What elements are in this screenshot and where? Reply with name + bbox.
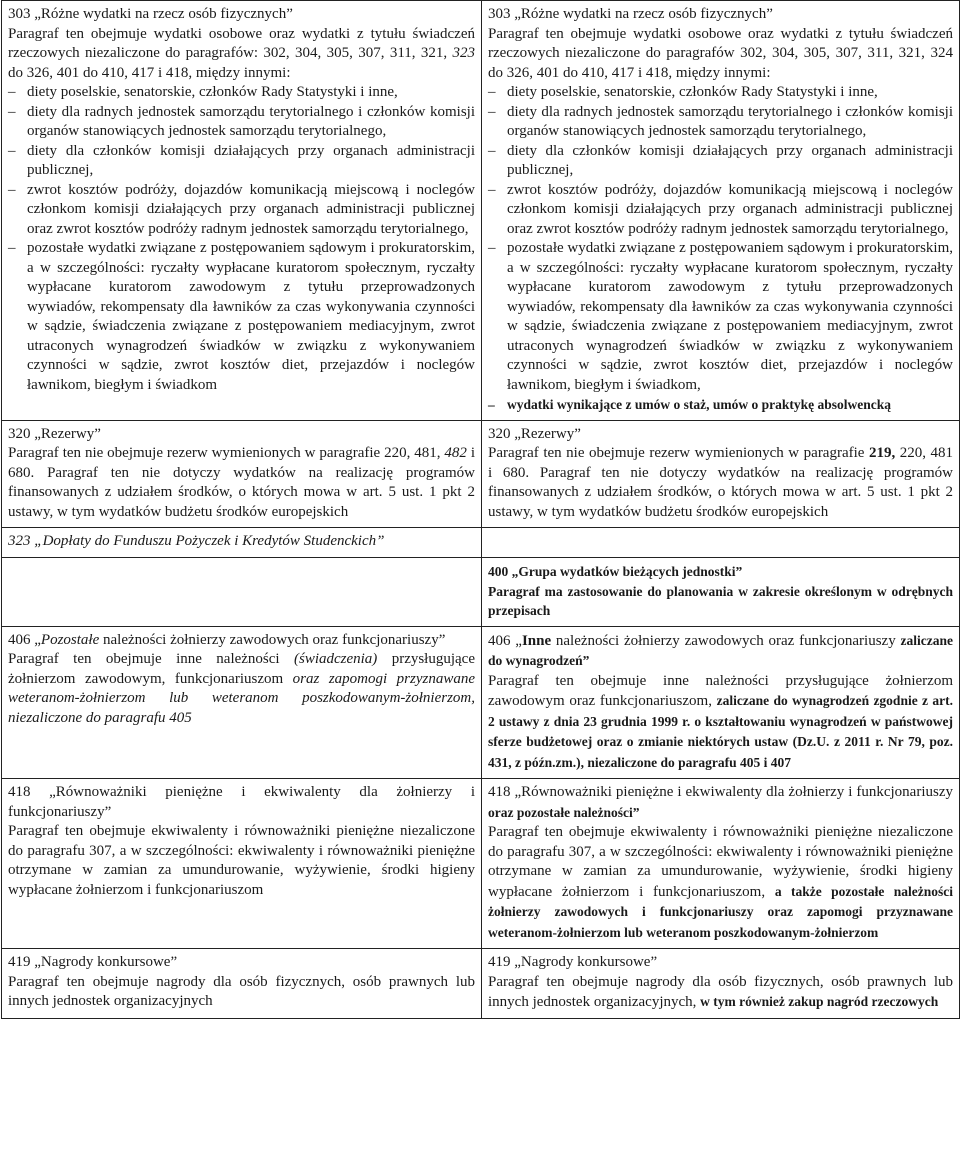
left-cell-empty — [2, 558, 482, 627]
left-cell-418 — [2, 779, 482, 949]
right-320-body: Paragraf ten nie obejmuje rezerw wymienionych w paragrafie 219, 220, 481 i 680. Paragraf ten nie dotyczy wydatków na realizację programów finansowanych z udziałem środków, o których mowa w art. 5 ust. 1 pkt 2 ustawy, w tym wydatków budżetu środków europejskich — [488, 445, 953, 520]
left-cell-303 — [2, 1, 482, 421]
left-303-intro: Paragraf ten obejmuje wydatki osobowe oraz wydatki z tytułu świadczeń rzeczowych niezaliczone do paragrafów: 302, 304, 305, 307, 311, 321, 323 do 326, 401 do 410, 417 i 418, między innymi: — [8, 25, 475, 81]
left-cell-323 — [2, 528, 482, 558]
right-cell-419 — [482, 949, 960, 1019]
left-cell-406 — [2, 626, 482, 779]
right-cell-320 — [482, 420, 960, 528]
row-320 — [2, 420, 960, 528]
left-418-body: Paragraf ten obejmuje ekwiwalenty i równoważniki pieniężne niezaliczone do paragrafu 307, a w szczególności: ekwiwalenty i równoważniki pieniężne otrzymane w zamian za umundurowanie, wyżywienie, środki higieny wypłacane żołnierzom i funkcjonariuszom — [8, 823, 475, 898]
right-cell-400 — [482, 558, 960, 627]
left-419-title: 419 „Nagrody konkursowe” — [8, 954, 178, 970]
right-303-list — [488, 83, 953, 415]
right-cell-303 — [482, 1, 960, 421]
right-406-body: Paragraf ten obejmuje inne należności przysługujące żołnierzom zawodowym oraz funkcjonariuszom, zaliczane do wynagrodzeń zgodnie z art. 2 ustawy z dnia 23 grudnia 1999 r. o kształtowaniu wynagrodzeń w państwowej sferze budżetowej oraz o zmianie niektórych ustaw (Dz.U. z 2011 r. Nr 79, poz. 431, z późn.zm.), niezaliczone do paragrafu 405 i 407 — [488, 672, 953, 770]
right-400-title: 400 „Grupa wydatków bieżących jednostki” — [488, 564, 743, 579]
list-item: – diety dla radnych jednostek samorządu terytorialnego i członków komisji organów stanowiących jednostek samorządu terytorialnego, — [8, 103, 475, 142]
row-418 — [2, 779, 960, 949]
list-item: – diety dla członków komisji działających przy organach administracji publicznej, — [488, 142, 953, 181]
row-406 — [2, 626, 960, 779]
left-418-title: 418 „Równoważniki pieniężne i ekwiwalenty dla żołnierzy i funkcjonariuszy” — [8, 784, 475, 820]
list-item: – zwrot kosztów podróży, dojazdów komunikacją miejscową i noclegów członkom komisji działających przy organach administracji publicznej oraz zwrot kosztów podróży radnym jednostek samorządu terytorialnego, — [8, 181, 475, 240]
left-406-body: Paragraf ten obejmuje inne należności (świadczenia) przysługujące żołnierzom zawodowym, funkcjonariuszom oraz zapomogi przyznawane weteranom-żołnierzom lub weteranom poszkodowanym-żołnierzom, niezaliczone do paragrafu 405 — [8, 651, 475, 726]
list-item: – diety dla członków komisji działających przy organach administracji publicznej, — [8, 142, 475, 181]
left-419-body: Paragraf ten obejmuje nagrody dla osób fizycznych, osób prawnych lub innych jednostek organizacyjnych — [8, 973, 475, 1009]
right-419-body: Paragraf ten obejmuje nagrody dla osób fizycznych, osób prawnych lub innych jednostek organizacyjnych, w tym również zakup nagród rzeczowych — [488, 973, 953, 1010]
list-item: – pozostałe wydatki związane z postępowaniem sądowym i prokuratorskim, a w szczególności: ryczałty wypłacane kuratorom społecznym, ryczałty wypłacane kuratorom zawodowym z tytułu przeprowadzonych wywiadów, rekompensaty dla ławników za czas wykonywania czynności w sądzie, świadczenia związane z postępowaniem mediacyjnym, zwrot utraconych wynagrodzeń świadków w związku z wykonywaniem czynności w sądzie, zwrot kosztów diet, przejazdów i noclegów ławnikom, biegłym i świadkom — [8, 239, 475, 395]
left-303-list — [8, 83, 475, 395]
list-item-added: – wydatki wynikające z umów o staż, umów o praktykę absolwencką — [488, 395, 953, 415]
left-323-title: 323 „Dopłaty do Funduszu Pożyczek i Kredytów Studenckich” — [8, 533, 385, 549]
right-419-title: 419 „Nagrody konkursowe” — [488, 954, 658, 970]
row-303 — [2, 1, 960, 421]
list-item: – diety poselskie, senatorskie, członków Rady Statystyki i inne, — [488, 83, 953, 103]
right-cell-406 — [482, 626, 960, 779]
right-406-title: 406 „Inne należności żołnierzy zawodowych oraz funkcjonariuszy zaliczane do wynagrodzeń” — [488, 632, 953, 668]
left-cell-320 — [2, 420, 482, 528]
left-406-title: 406 „Pozostałe należności żołnierzy zawodowych oraz funkcjonariuszy” — [8, 631, 446, 648]
list-item: – diety dla radnych jednostek samorządu terytorialnego i członków komisji organów stanowiących jednostek samorządu terytorialnego, — [488, 103, 953, 142]
list-item: – zwrot kosztów podróży, dojazdów komunikacją miejscową i noclegów członkom komisji działających przy organach administracji publicznej oraz zwrot kosztów podróży radnym jednostek samorządu terytorialnego, — [488, 181, 953, 240]
right-418-title: 418 „Równoważniki pieniężne i ekwiwalenty dla żołnierzy i funkcjonariuszy oraz pozostałe należności” — [488, 784, 953, 820]
right-303-title: 303 „Różne wydatki na rzecz osób fizycznych” — [488, 6, 773, 22]
left-320-body: Paragraf ten nie obejmuje rezerw wymienionych w paragrafie 220, 481, 482 i 680. Paragraf ten nie dotyczy wydatków na realizację programów finansowanych z udziałem środków, o których mowa w art. 5 ust. 1 pkt 2 ustawy, w tym wydatków budżetu środków europejskich — [8, 445, 475, 520]
right-400-body: Paragraf ma zastosowanie do planowania w zakresie określonym w odrębnych przepisach — [488, 583, 953, 618]
comparison-table — [1, 0, 960, 1019]
right-320-title: 320 „Rezerwy” — [488, 425, 581, 442]
row-419 — [2, 949, 960, 1019]
row-323 — [2, 528, 960, 558]
right-cell-418 — [482, 779, 960, 949]
left-303-title: 303 „Różne wydatki na rzecz osób fizycznych” — [8, 6, 293, 22]
list-item: – pozostałe wydatki związane z postępowaniem sądowym i prokuratorskim, a w szczególności: ryczałty wypłacane kuratorom społecznym, ryczałty wypłacane kuratorom zawodowym z tytułu przeprowadzonych wywiadów, rekompensaty dla ławników za czas wykonywania czynności w sądzie, świadczenia związane z postępowaniem mediacyjnym, zwrot utraconych wynagrodzeń świadków w związku z wykonywaniem czynności w sądzie, zwrot kosztów diet, przejazdów i noclegów ławnikom, biegłym i świadkom, — [488, 239, 953, 395]
list-item: – diety poselskie, senatorskie, członków Rady Statystyki i inne, — [8, 83, 475, 103]
right-303-intro: Paragraf ten obejmuje wydatki osobowe oraz wydatki z tytułu świadczeń rzeczowych niezaliczone do paragrafów 302, 304, 305, 307, 311, 321, 324 do 326, 401 do 410, 417 i 418, między innymi: — [488, 25, 953, 81]
left-cell-419 — [2, 949, 482, 1019]
left-320-title: 320 „Rezerwy” — [8, 425, 101, 442]
right-cell-empty — [482, 528, 960, 558]
right-418-body: Paragraf ten obejmuje ekwiwalenty i równoważniki pieniężne niezaliczone do paragrafu 307, a w szczególności: ekwiwalenty i równoważniki pieniężne otrzymane w zamian za umundurowanie, wyżywienie, środki higieny wypłacane żołnierzom i funkcjonariuszom, a także pozostałe należności żołnierzy zawodowych i funkcjonariuszy oraz zapomogi przyznawane weteranom-żołnierzom lub weteranom poszkodowanym-żołnierzom — [488, 824, 953, 940]
row-400 — [2, 558, 960, 627]
